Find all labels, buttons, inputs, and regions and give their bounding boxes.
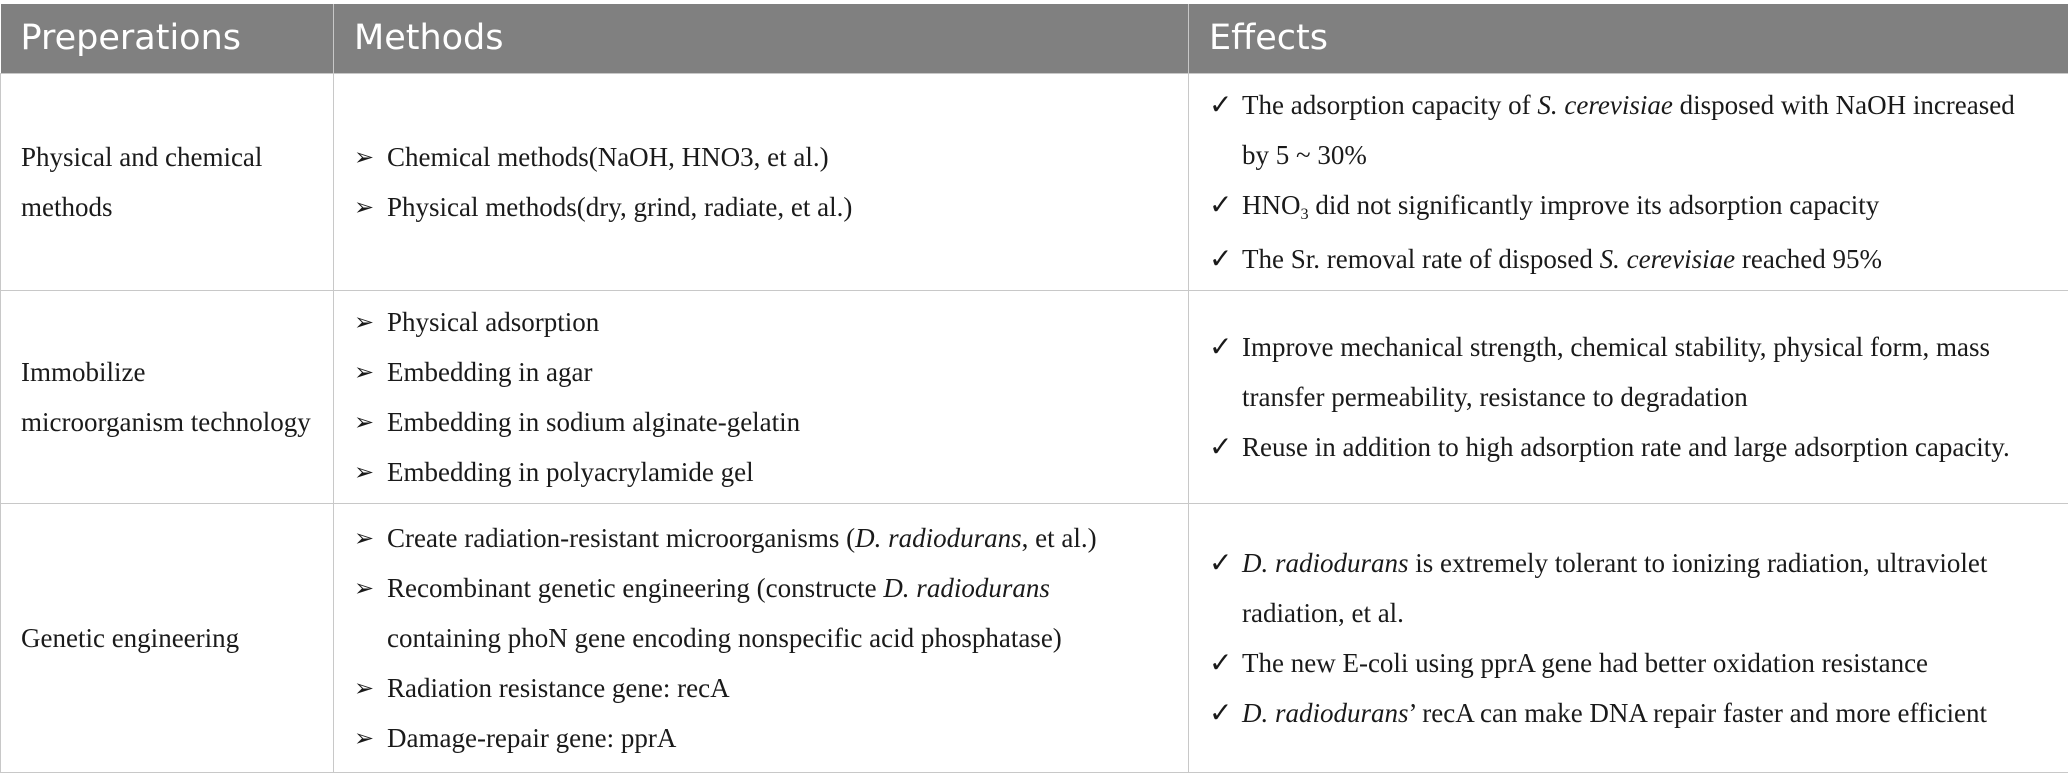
method-item: ➢ Physical methods(dry, grind, radiate, et al.): [354, 182, 1168, 232]
arrow-bullet-icon: ➢: [354, 143, 375, 171]
table-row: [1, 291, 2068, 504]
method-item: ➢ Radiation resistance gene: recA: [354, 663, 1168, 713]
methods-cell: [334, 291, 1189, 504]
arrow-bullet-icon: ➢: [354, 674, 375, 702]
method-item: ➢ Damage-repair gene: pprA: [354, 713, 1168, 763]
effect-item: ✓ Improve mechanical strength, chemical stability, physical form, mass transfer permeability, resistance to degradation: [1209, 322, 2048, 422]
header-row: [1, 4, 2068, 74]
table-row: [1, 74, 2068, 291]
effect-item: ✓ The new E-coli using pprA gene had better oxidation resistance: [1209, 638, 2048, 688]
method-item: ➢ Chemical methods(NaOH, HNO3, et al.): [354, 132, 1168, 182]
arrow-bullet-icon: ➢: [354, 408, 375, 436]
arrow-bullet-icon: ➢: [354, 458, 375, 486]
check-mark-icon: ✓: [1209, 696, 1233, 729]
header-methods: Methods: [334, 4, 1189, 74]
preparation-cell: Genetic engineering: [1, 504, 334, 773]
method-item: ➢ Embedding in sodium alginate-gelatin: [354, 397, 1168, 447]
check-mark-icon: ✓: [1209, 188, 1233, 221]
check-mark-icon: ✓: [1209, 646, 1233, 679]
arrow-bullet-icon: ➢: [354, 308, 375, 336]
effect-item: ✓ D. radiodurans’ recA can make DNA repair faster and more efficient: [1209, 688, 2048, 738]
preparation-cell: Physical and chemical methods: [1, 74, 334, 291]
check-mark-icon: ✓: [1209, 88, 1233, 121]
effect-item: ✓ The Sr. removal rate of disposed S. cerevisiae reached 95%: [1209, 234, 2048, 284]
arrow-bullet-icon: ➢: [354, 193, 375, 221]
preparation-cell: Immobilize microorganism technology: [1, 291, 334, 504]
comparison-table-container: [0, 4, 2068, 773]
method-item: ➢ Physical adsorption: [354, 297, 1168, 347]
effects-cell: [1189, 504, 2068, 773]
header-preparations: Preperations: [1, 4, 334, 74]
check-mark-icon: ✓: [1209, 430, 1233, 463]
check-mark-icon: ✓: [1209, 330, 1233, 363]
table-row: [1, 504, 2068, 773]
effects-cell: [1189, 74, 2068, 291]
effect-item: ✓ The adsorption capacity of S. cerevisiae disposed with NaOH increased by 5 ~ 30%: [1209, 80, 2048, 180]
check-mark-icon: ✓: [1209, 546, 1233, 579]
effect-item: ✓ Reuse in addition to high adsorption rate and large adsorption capacity.: [1209, 422, 2048, 472]
methods-cell: [334, 74, 1189, 291]
method-item: ➢ Create radiation-resistant microorganisms (D. radiodurans, et al.): [354, 513, 1168, 563]
effect-item: ✓ $HNO_3$ did not significantly improve its adsorption capacity: [1209, 180, 2048, 234]
methods-cell: [334, 504, 1189, 773]
method-item: ➢ Recombinant genetic engineering (constructe D. radiodurans containing phoN gene encoding nonspecific acid phosphatase): [354, 563, 1168, 663]
arrow-bullet-icon: ➢: [354, 574, 375, 602]
method-item: ➢ Embedding in agar: [354, 347, 1168, 397]
arrow-bullet-icon: ➢: [354, 358, 375, 386]
arrow-bullet-icon: ➢: [354, 524, 375, 552]
preparations-methods-effects-table: [0, 4, 2068, 773]
method-item: ➢ Embedding in polyacrylamide gel: [354, 447, 1168, 497]
header-effects: Effects: [1189, 4, 2068, 74]
check-mark-icon: ✓: [1209, 242, 1233, 275]
effects-cell: [1189, 291, 2068, 504]
arrow-bullet-icon: ➢: [354, 724, 375, 752]
effect-item: ✓ D. radiodurans is extremely tolerant to ionizing radiation, ultraviolet radiation, et al.: [1209, 538, 2048, 638]
